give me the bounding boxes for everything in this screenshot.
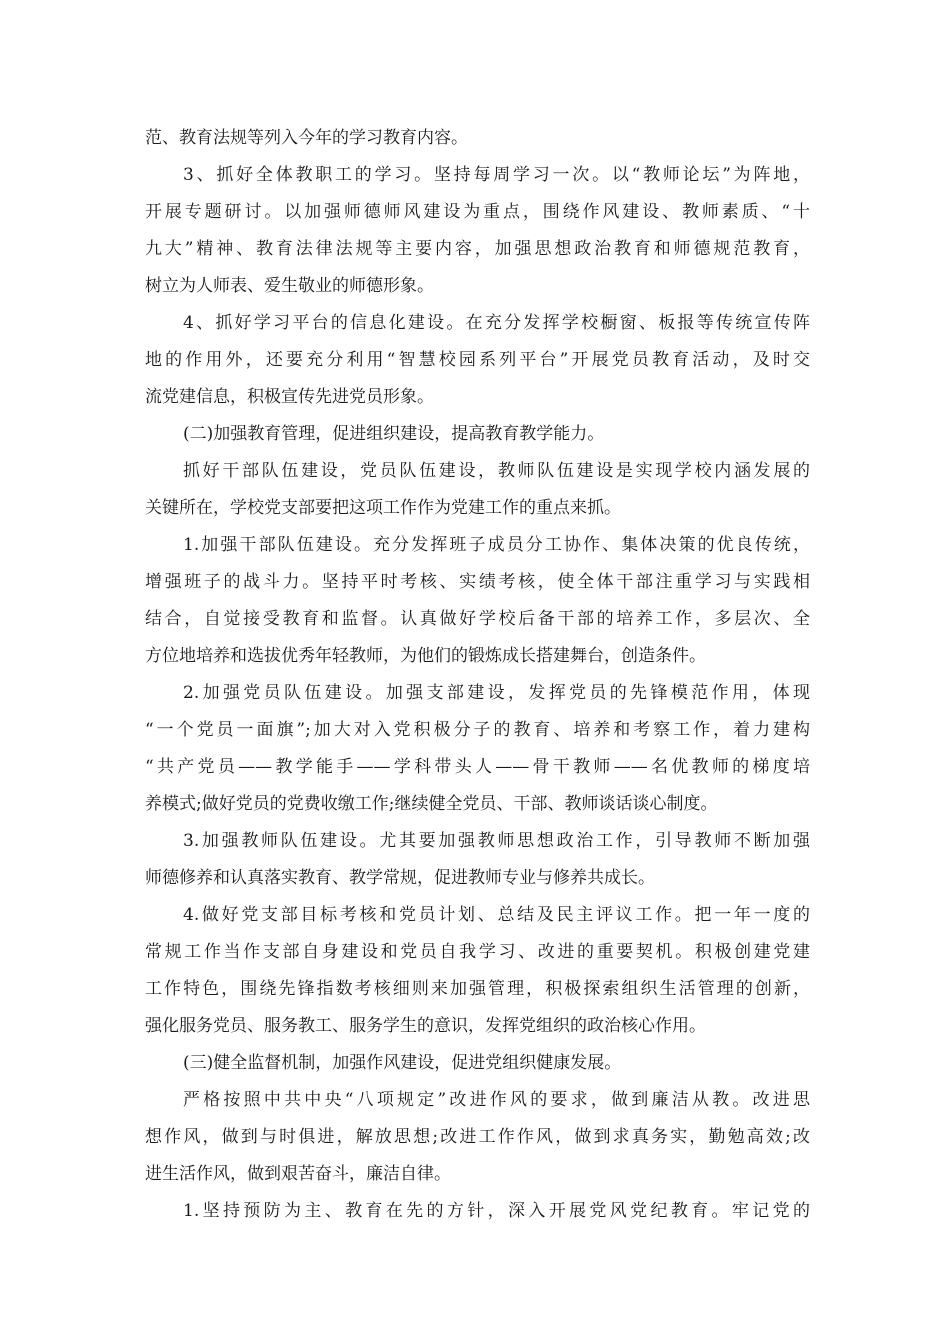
text-line: 强化服务党员、服务教工、服务学生的意识，发挥党组织的政治核心作用。	[145, 1016, 706, 1036]
text-line: 增强班子的战斗力。坚持平时考核、实绩考核，使全体干部注重学习与实践相	[145, 572, 810, 592]
text-line: 范、教育法规等列入今年的学习教育内容。	[145, 128, 468, 148]
text-line: 流党建信息，积极宣传先进党员形象。	[145, 387, 434, 407]
text-line: 结合，自觉接受教育和监督。认真做好学校后备干部的培养工作，多层次、全	[145, 609, 810, 629]
text-line: 常规工作当作支部自身建设和党员自我学习、改进的重要契机。积极创建党建	[145, 942, 810, 962]
text-line: 1.加强干部队伍建设。充分发挥班子成员分工协作、集体决策的优良传统，	[183, 535, 810, 555]
text-line: 工作特色，围绕先锋指数考核细则来加强管理，积极探索组织生活管理的创新，	[145, 979, 810, 999]
text-line: 2.加强党员队伍建设。加强支部建设，发挥党员的先锋模范作用，体现	[183, 683, 810, 703]
text-line: 4、抓好学习平台的信息化建设。在充分发挥学校橱窗、板报等传统宣传阵	[183, 313, 810, 333]
text-line: 地的作用外，还要充分利用“智慧校园系列平台”开展党员教育活动，及时交	[145, 350, 810, 370]
text-line: 抓好干部队伍建设，党员队伍建设，教师队伍建设是实现学校内涵发展的	[183, 461, 810, 481]
text-line: 严格按照中共中央“八项规定”改进作风的要求，做到廉洁从教。改进思	[183, 1090, 810, 1110]
text-line: 关键所在，学校党支部要把这项工作作为党建工作的重点来抓。	[145, 498, 621, 518]
text-line: 养模式;做好党员的党费收缴工作;继续健全党员、干部、教师谈话谈心制度。	[145, 794, 718, 814]
text-line: 九大”精神、教育法律法规等主要内容，加强思想政治教育和师德规范教育，	[145, 239, 810, 259]
text-line: 进生活作风，做到艰苦奋斗，廉洁自律。	[145, 1164, 451, 1184]
text-line: “一个党员一面旗”;加大对入党积极分子的教育、培养和考察工作，着力建构	[145, 720, 810, 740]
text-line: 4.做好党支部目标考核和党员计划、总结及民主评议工作。把一年一度的	[183, 905, 810, 925]
text-line: 开展专题研讨。以加强师德师风建设为重点，围绕作风建设、教师素质、“十	[145, 202, 810, 222]
section-heading: (二)加强教育管理，促进组织建设，提高教育教学能力。	[183, 424, 605, 444]
text-line: “共产党员——教学能手——学科带头人——骨干教师——名优教师的梯度培	[145, 757, 810, 777]
text-line: 树立为人师表、爱生敬业的师德形象。	[145, 276, 434, 296]
text-line: 1.坚持预防为主、教育在先的方针，深入开展党风党纪教育。牢记党的	[183, 1201, 810, 1221]
text-line: 3.加强教师队伍建设。尤其要加强教师思想政治工作，引导教师不断加强	[183, 831, 810, 851]
text-line: 方位地培养和选拔优秀年轻教师，为他们的锻炼成长搭建舞台，创造条件。	[145, 646, 706, 666]
text-line: 3、抓好全体教职工的学习。坚持每周学习一次。以“教师论坛”为阵地，	[183, 165, 810, 185]
section-heading: (三)健全监督机制，加强作风建设，促进党组织健康发展。	[183, 1053, 622, 1073]
text-line: 想作风，做到与时俱进，解放思想;改进工作作风，做到求真务实，勤勉高效;改	[145, 1127, 810, 1147]
text-line: 师德修养和认真落实教育、教学常规，促进教师专业与修养共成长。	[145, 868, 655, 888]
